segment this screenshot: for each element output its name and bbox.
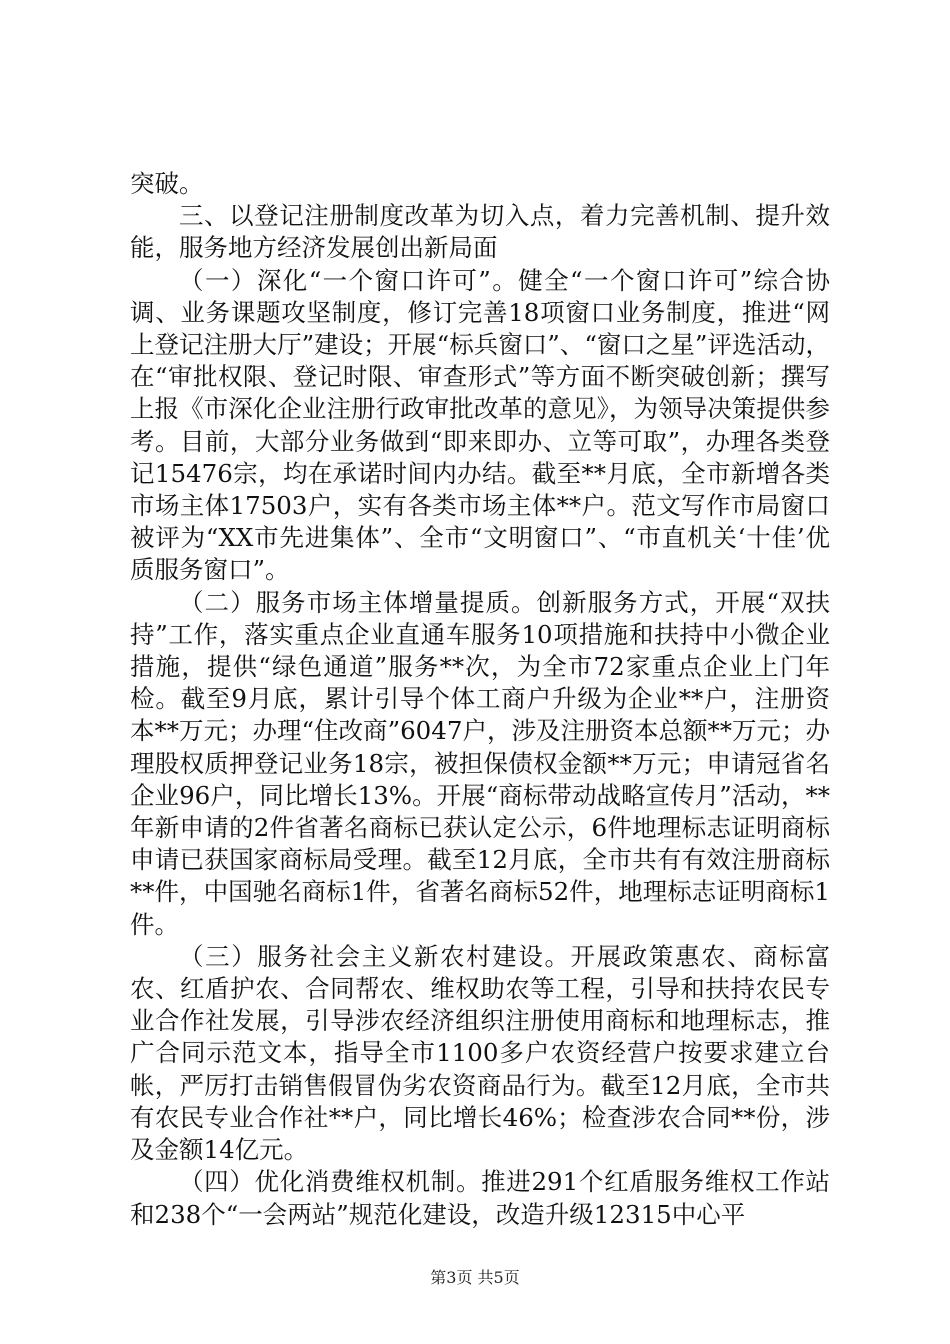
page-footer: 第3页 共5页 <box>430 1268 520 1287</box>
section-heading: 三、以登记注册制度改革为切入点，着力完善机制、提升效能，服务地方经济发展创出新局面 <box>130 201 830 263</box>
paragraph-item-2: （二）服务市场主体增量提质。创新服务方式，开展“双扶持”工作，落实重点企业直通车服务10项措施和扶持中小微企业措施，提供“绿色通道”服务**次，为全市72家重点企业上门年检。截至9月底，累计引导个体工商户升级为企业**户，注册资本**万元；办理“住改商”6047户，涉及注册资本总额**万元；办理股权质押登记业务18宗，被担保债权金额**万元；申请冠省名企业96户，同比增长13%。开展“商标带动战略宣传月”活动，**年新申请的2件省著名商标已获认定公示，6件地理标志证明商标申请已获国家商标局受理。截至12月底，全市共有有效注册商标**件，中国驰名商标1件，省著名商标52件，地理标志证明商标1件。 <box>130 587 830 939</box>
paragraph-continuation: 突破。 <box>130 169 204 198</box>
paragraph-item-3: （三）服务社会主义新农村建设。开展政策惠农、商标富农、红盾护农、合同帮农、维权助农等工程，引导和扶持农民专业合作社发展，引导涉农经济组织注册使用商标和地理标志，推广合同示范文本，指导全市1100多户农资经营户按要求建立台帐，严厉打击销售假冒伪劣农资商品行为。截至12月底，全市共有农民专业合作社**户，同比增长46%；检查涉农合同**份，涉及金额14亿元。 <box>130 941 830 1165</box>
paragraph-item-1: （一）深化“一个窗口许可”。健全“一个窗口许可”综合协调、业务课题攻坚制度，修订完善18项窗口业务制度，推进“网上登记注册大厅”建设；开展“标兵窗口”、“窗口之星”评选活动，在“审批权限、登记时限、审查形式”等方面不断突破创新；撰写上报《市深化企业注册行政审批改革的意见》，为领导决策提供参考。目前，大部分业务做到“即来即办、立等可取”，办理各类登记15476宗，均在承诺时间内办结。截至**月底，全市新增各类市场主体17503户，实有各类市场主体**户。范文写作市局窗口被评为“XX市先进集体”、全市“文明窗口”、“市直机关‘十佳’优质服务窗口”。 <box>130 265 830 585</box>
document-body <box>130 168 830 1231</box>
paragraph-item-4: （四）优化消费维权机制。推进291个红盾服务维权工作站和238个“一会两站”规范化建设，改造升级12315中心平 <box>130 1167 830 1229</box>
